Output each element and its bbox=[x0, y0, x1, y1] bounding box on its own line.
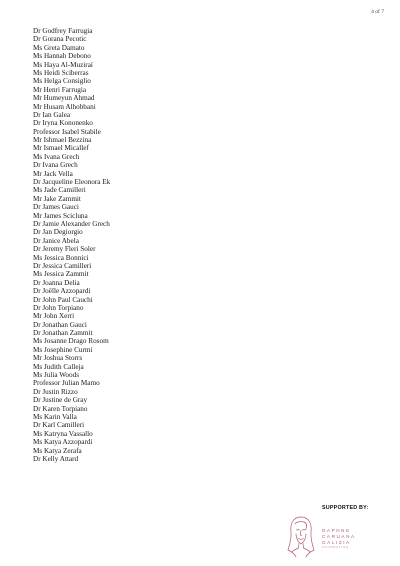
signatory-name: Ms Judith Calleja bbox=[33, 362, 84, 371]
signatory-name: Ms Hannah Debono bbox=[33, 52, 91, 61]
signatory-name: Ms Josanne Drago Rosom bbox=[33, 337, 109, 346]
signatory-name: Mr John Xerri bbox=[33, 312, 75, 321]
signatory-name: Mr Henri Farrugia bbox=[33, 85, 87, 94]
signatory-name: Ms Jessica Zammit bbox=[33, 270, 89, 279]
signatory-name: Mr Jack Vella bbox=[33, 169, 73, 178]
signatory-name: Ms Karin Valla bbox=[33, 412, 77, 421]
signatory-name: Dr Iryna Kononenko bbox=[33, 119, 93, 128]
signatory-name: Ms Jessica Bonnici bbox=[33, 253, 89, 262]
signatory-name: Ms Haya Al-Muziraí bbox=[33, 60, 93, 69]
signatory-name: Dr John Paul Cauchi bbox=[33, 295, 93, 304]
signatory-name: Professor Julian Mamo bbox=[33, 379, 100, 388]
signatory-name: Dr Jonathan Zammit bbox=[33, 329, 93, 338]
signatory-name: Dr Justin Rizzo bbox=[33, 387, 78, 396]
signatory-names-list bbox=[33, 27, 110, 463]
signatory-name: Mr Ishmael Bezzina bbox=[33, 136, 92, 145]
signatory-name: Dr Ivana Grech bbox=[33, 161, 78, 170]
signatory-name: Dr Kelly Attard bbox=[33, 454, 79, 463]
signatory-name: Dr Godfrey Farrugia bbox=[33, 27, 93, 35]
signatory-name: Dr John Torpiano bbox=[33, 303, 84, 312]
signatory-name: Dr Jan Degiorgio bbox=[33, 228, 83, 237]
logo-line-galizia: GALIZIA bbox=[322, 540, 351, 545]
foundation-logo bbox=[284, 514, 384, 560]
signatory-name: Ms Josephine Curmi bbox=[33, 345, 93, 354]
signatory-name: Ms Greta Damato bbox=[33, 43, 85, 52]
signatory-name: Dr Joanna Delia bbox=[33, 278, 80, 287]
signatory-name: Mr Jake Zammit bbox=[33, 194, 81, 203]
foundation-logo-text bbox=[322, 528, 356, 550]
signatory-name: Dr Jamie Alexander Grech bbox=[33, 219, 110, 228]
signatory-name: Dr Justine de Gray bbox=[33, 396, 88, 405]
signatory-name: Dr Gorana Pecotic bbox=[33, 35, 87, 44]
signatory-name: Ms Jade Camilleri bbox=[33, 186, 86, 195]
signatory-name: Ms Ivana Grech bbox=[33, 152, 80, 161]
logo-line-daphne: DAPHNE bbox=[322, 528, 351, 533]
portrait-line-art-icon bbox=[286, 514, 316, 558]
signatory-name: Dr Jonathan Gauci bbox=[33, 320, 87, 329]
signatory-name: Ms Katryna Vassallo bbox=[33, 429, 93, 438]
signatory-name: Mr Joshua Storrs bbox=[33, 354, 83, 363]
signatory-name: Ms Katya Zerafa bbox=[33, 446, 82, 455]
signatory-name: Dr Karen Torpiano bbox=[33, 404, 88, 413]
signatory-name: Ms Katya Azzopardi bbox=[33, 438, 93, 447]
signatory-name: Ms Heidi Sciberras bbox=[33, 68, 89, 77]
signatory-name: Dr Karl Camilleri bbox=[33, 421, 85, 430]
signatory-name: Dr Jessica Camilleri bbox=[33, 261, 92, 270]
signatory-name: Ms Julia Woods bbox=[33, 371, 80, 380]
signatory-name: Mr Humeyun Ahmad bbox=[33, 94, 95, 103]
supported-by-label: SUPPORTED BY: bbox=[322, 505, 369, 511]
signatory-name: Dr James Gauci bbox=[33, 203, 79, 212]
signatory-name: Dr Jeremy Fleri Soler bbox=[33, 245, 96, 254]
page-number: 4 of 7 bbox=[371, 9, 384, 15]
signatory-name: Mr Husam Alhobbani bbox=[33, 102, 96, 111]
signatory-name: Mr Ismael Micallef bbox=[33, 144, 89, 153]
signatory-name: Dr Jacqueline Eleonora Ek bbox=[33, 178, 111, 187]
signatory-name: Ms Helga Consiglio bbox=[33, 77, 91, 86]
signatory-name: Dr Joëlle Azzopardi bbox=[33, 287, 91, 296]
signatory-name: Dr Janice Abela bbox=[33, 236, 79, 245]
signatory-name: Mr James Scicluna bbox=[33, 211, 88, 220]
logo-line-caruana: CARUANA bbox=[322, 534, 356, 539]
signatory-name: Dr Ian Galea bbox=[33, 110, 71, 119]
logo-line-foundation: FOUNDATION bbox=[322, 546, 349, 549]
signatory-name: Professor Isabel Stabile bbox=[33, 127, 101, 136]
